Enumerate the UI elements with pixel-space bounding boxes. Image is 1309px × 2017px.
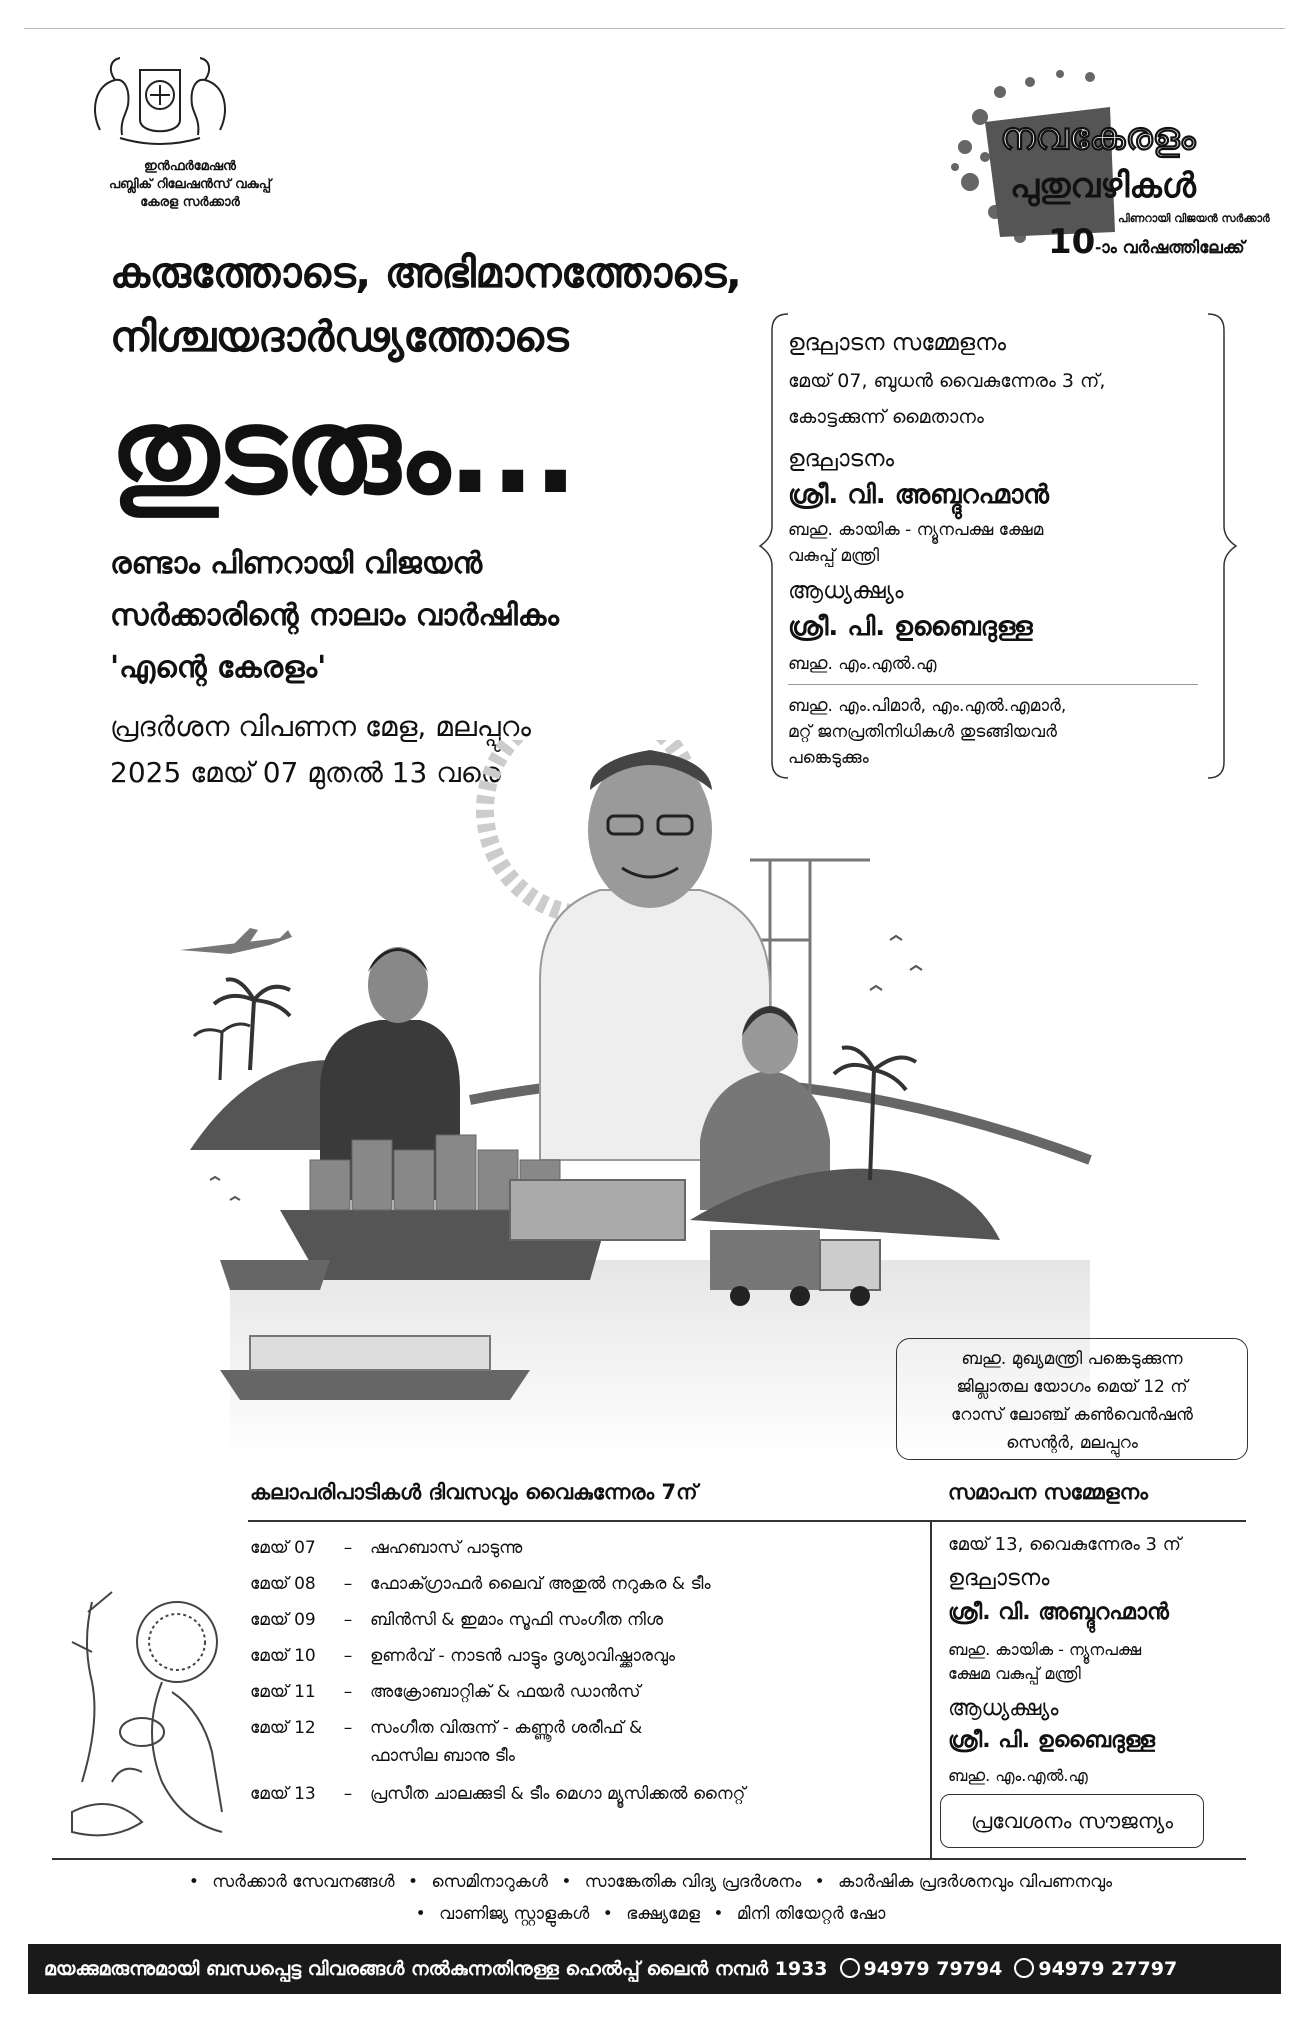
inauguration-divider xyxy=(788,684,1198,685)
schedule-row xyxy=(250,1682,640,1702)
schedule-date: മേയ് 09 xyxy=(250,1610,316,1630)
callout-line-2: ജില്ലാതല യോഗം മെയ് 12 ന് xyxy=(956,1377,1188,1397)
logo-line-2: പുതുവഴികൾ xyxy=(1010,166,1196,206)
schedule-date: മേയ് 13 xyxy=(250,1784,316,1804)
feature-item: സെമിനാറുകൾ xyxy=(431,1872,548,1892)
helpline-text: മയക്കുമരുന്നുമായി ബന്ധപ്പെട്ട വിവരങ്ങൾ നൽകുന്നതിനുള്ള ഹെൽപ്പ് ലൈൻ നമ്പർ 1933 xyxy=(44,1958,828,1980)
schedule-date: മേയ് 11 xyxy=(250,1682,316,1702)
department-name xyxy=(90,158,290,212)
callout-line-3: റോസ് ലോഞ്ച് കൺവെൻഷൻ xyxy=(951,1405,1193,1425)
schedule-dash: – xyxy=(343,1784,353,1804)
inaugurator-role-1: ബഹു. കായിക - ന്യൂനപക്ഷ ക്ഷേമ xyxy=(788,520,1044,540)
feature-item: സർക്കാർ സേവനങ്ങൾ xyxy=(212,1872,395,1892)
schedule-bottom-rule xyxy=(52,1858,1246,1860)
schedule-event: സംഗീത വിരുന്ന് - കണ്ണൂർ ശരീഫ് & xyxy=(370,1718,643,1738)
subtitle-line-2: സർക്കാരിന്റെ നാലാം വാർഷികം xyxy=(110,598,559,633)
inaugurator-role-2: വകുപ്പ് മന്ത്രി xyxy=(788,546,880,566)
schedule-date: മേയ് 07 xyxy=(250,1538,316,1558)
helpline-footer xyxy=(28,1944,1281,1994)
features-row-2 xyxy=(0,1904,1309,1924)
department-line-1: ഇൻഫർമേഷൻ xyxy=(144,159,236,174)
top-rule xyxy=(24,28,1285,29)
presider-label: ആധ്യക്ഷ്യം xyxy=(788,578,904,604)
subtitle-line-1: രണ്ടാം പിണറായി വിജയൻ xyxy=(110,546,483,581)
schedule-column-divider xyxy=(930,1520,932,1860)
logo-year-number: 10 xyxy=(1048,222,1096,262)
others-line-2: മറ്റ് ജനപ്രതിനിധികൾ തുടങ്ങിയവർ xyxy=(788,722,1057,742)
feature-item: മിനി തിയേറ്റർ ഷോ xyxy=(736,1904,886,1924)
schedule-event: ബിൻസി & ഇമാം സൂഫി സംഗീത നിശ xyxy=(370,1610,663,1630)
inauguration-when: മേയ് 07, ബുധൻ വൈകുന്നേരം 3 ന്, xyxy=(788,370,1106,392)
features-row-1 xyxy=(0,1872,1309,1892)
headline-big-title: തുടരും... xyxy=(110,382,576,520)
feature-item: ഭക്ഷ്യമേള xyxy=(626,1904,700,1924)
schedule-heading: കലാപരിപാടികൾ ദിവസവും വൈകുന്നേരം 7ന് xyxy=(250,1480,698,1504)
schedule-row xyxy=(250,1538,522,1558)
inaugurator-label: ഉദ്ഘാടനം xyxy=(788,446,895,472)
closing-inaugurator-role-1: ബഹു. കായിക - ന്യൂനപക്ഷ xyxy=(948,1640,1142,1659)
logo-line-4 xyxy=(1048,222,1245,262)
department-line-2: പബ്ലിക് റിലേഷൻസ് വകുപ്പ് xyxy=(108,177,272,192)
feature-item: വാണിജ്യ സ്റ്റാളുകൾ xyxy=(439,1904,590,1924)
schedule-top-rule xyxy=(248,1520,1246,1522)
presider-name: ശ്രീ. പി. ഉബൈദുള്ള xyxy=(788,612,1033,642)
schedule-row xyxy=(250,1784,745,1804)
feature-item: സാങ്കേതിക വിദ്യ പ്രദർശനം xyxy=(584,1872,802,1892)
schedule-event: അക്രോബാറ്റിക് & ഫയർ ഡാൻസ് xyxy=(370,1682,641,1702)
airplane-icon xyxy=(180,928,292,954)
bullet-dot-icon: • xyxy=(602,1904,613,1924)
closing-inaugurator-name: ശ്രീ. വി. അബ്ദുറഹ്മാൻ xyxy=(948,1600,1169,1625)
subtitle-line-3: 'എന്റെ കേരളം' xyxy=(110,650,327,685)
others-line-3: പങ്കെടുക്കും xyxy=(788,748,869,768)
anniversary-logo xyxy=(940,62,1290,272)
truck-graphic xyxy=(710,1230,880,1306)
closing-presider-label: ആധ്യക്ഷ്യം xyxy=(948,1696,1059,1721)
schedule-dash: – xyxy=(343,1646,353,1666)
inaugurator-name: ശ്രീ. വി. അബ്ദുറഹ്മാൻ xyxy=(788,480,1049,510)
cargo-container-graphic xyxy=(510,1180,685,1240)
dancer-lineart-graphic xyxy=(52,1582,242,1852)
closing-heading: സമാപന സമ്മേളനം xyxy=(948,1480,1148,1504)
headline-line-1: കരുത്തോടെ, അഭിമാനത്തോടെ, xyxy=(110,248,742,297)
schedule-date: മേയ് 10 xyxy=(250,1646,316,1666)
inauguration-venue: കോട്ടക്കുന്ന് മൈതാനം xyxy=(788,406,984,428)
closing-inaugurator-label: ഉദ്ഘാടനം xyxy=(948,1566,1050,1591)
schedule-date: മേയ് 12 xyxy=(250,1718,316,1738)
schedule-dash: – xyxy=(343,1610,353,1630)
schedule-dash: – xyxy=(343,1574,353,1594)
others-line-1: ബഹു. എം.പിമാർ, എം.എൽ.എമാർ, xyxy=(788,696,1067,716)
schedule-dash: – xyxy=(343,1718,353,1738)
schedule-row xyxy=(250,1646,675,1666)
bullet-dot-icon: • xyxy=(407,1872,418,1892)
bullet-dot-icon: • xyxy=(415,1904,426,1924)
cm-meeting-callout xyxy=(896,1338,1248,1460)
schedule-dash: – xyxy=(343,1682,353,1702)
free-entry-badge: പ്രവേശനം സൗജന്യം xyxy=(940,1794,1204,1848)
inauguration-box xyxy=(758,312,1238,780)
presider-role: ബഹു. എം.എൽ.എ xyxy=(788,654,937,674)
schedule-dash: – xyxy=(343,1538,353,1558)
ferry-boat-graphic xyxy=(220,1336,530,1400)
closing-when: മേയ് 13, വൈകുന്നേരം 3 ന് xyxy=(948,1534,1181,1555)
helpline-phone-1: 94979 79794 xyxy=(863,1958,1003,1980)
schedule-row xyxy=(250,1718,642,1738)
schedule-date: മേയ് 08 xyxy=(250,1574,316,1594)
whatsapp-icon xyxy=(1014,1958,1034,1978)
subtitle-line-5: 2025 മേയ് 07 മുതൽ 13 വരെ xyxy=(110,756,501,789)
whatsapp-icon xyxy=(840,1958,860,1978)
logo-line-3: പിണറായി വിജയൻ സർക്കാർ xyxy=(1118,212,1270,225)
bullet-dot-icon: • xyxy=(561,1872,572,1892)
state-emblem-icon xyxy=(80,50,240,150)
inauguration-title: ഉദ്ഘാടന സമ്മേളനം xyxy=(788,330,1007,356)
schedule-event: ഉണർവ് - നാടൻ പാട്ടും ദൃശ്യാവിഷ്ക്കാരവും xyxy=(370,1646,676,1666)
logo-year-suffix: -ാം വർഷത്തിലേക്ക് xyxy=(1095,238,1245,258)
feature-item: കാർഷിക പ്രദർശനവും വിപണനവും xyxy=(838,1872,1113,1892)
headline-line-2: നിശ്ചയദാർഢ്യത്തോടെ xyxy=(110,312,569,361)
closing-presider-name: ശ്രീ. പി. ഉബൈദുള്ള xyxy=(948,1728,1155,1753)
bullet-dot-icon: • xyxy=(713,1904,724,1924)
bullet-dot-icon: • xyxy=(814,1872,825,1892)
helpline-phone-2: 94979 27797 xyxy=(1038,1958,1178,1980)
bullet-dot-icon: • xyxy=(188,1872,199,1892)
schedule-event: ഷഹബാസ് പാടുന്നു xyxy=(370,1538,523,1558)
department-line-3: കേരള സർക്കാർ xyxy=(140,195,240,210)
closing-presider-role: ബഹു. എം.എൽ.എ xyxy=(948,1766,1088,1785)
logo-line-1: നവകേരളം xyxy=(1000,114,1196,158)
callout-line-1: ബഹു. മുഖ്യമന്ത്രി പങ്കെടുക്കുന്ന xyxy=(961,1349,1183,1369)
closing-inaugurator-role-2: ക്ഷേമ വകുപ്പ് മന്ത്രി xyxy=(948,1664,1081,1683)
schedule-row-continuation: ഫാസില ബാനു ടീം xyxy=(370,1746,515,1766)
subtitle-line-4: പ്രദർശന വിപണന മേള, മലപ്പുറം xyxy=(110,710,531,743)
schedule-event: ഫോക്ഗ്രാഫർ ലൈവ് അതുൽ നറുകര & ടീം xyxy=(370,1574,711,1594)
callout-line-4: സെന്റർ, മലപ്പുറം xyxy=(1006,1433,1138,1453)
palm-tree-right-graphic xyxy=(834,1047,916,1180)
schedule-row xyxy=(250,1610,663,1630)
schedule-row xyxy=(250,1574,711,1594)
schedule-event: പ്രസീത ചാലക്കുടി & ടീം മെഗാ മ്യൂസിക്കൽ നൈറ്റ് xyxy=(370,1784,746,1804)
